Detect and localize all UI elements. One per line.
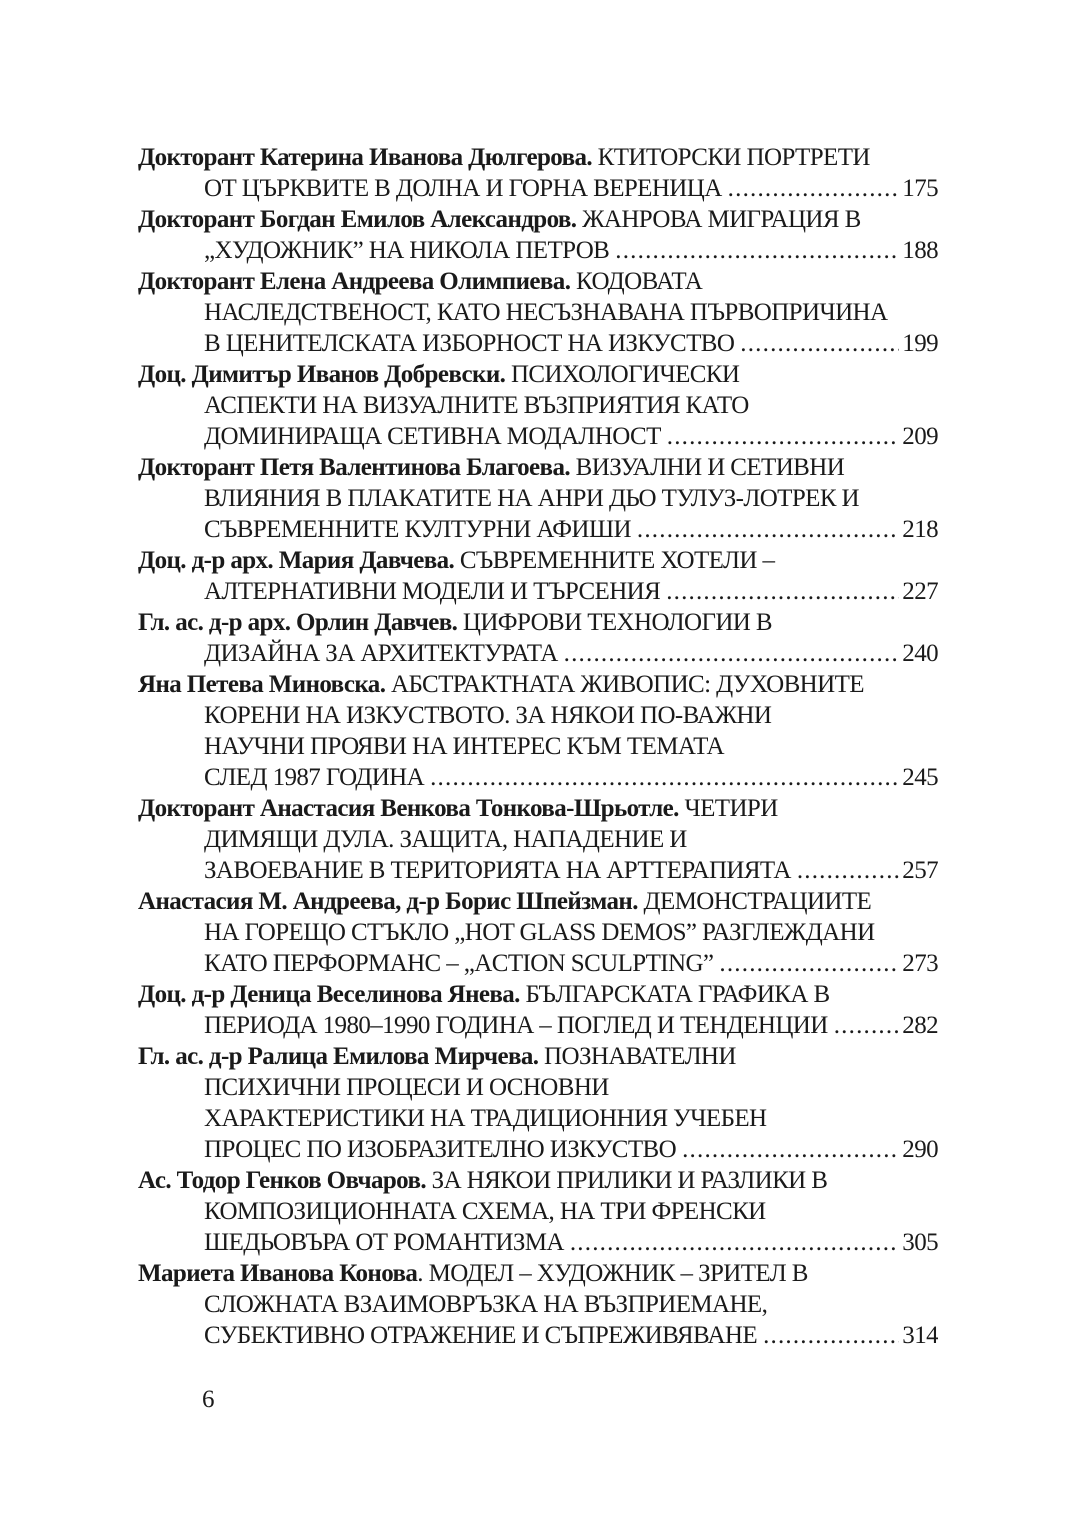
dot-leader [719,948,899,979]
dot-leader [834,1010,900,1041]
toc-title-start: ЖАНРОВА МИГРАЦИЯ В [576,206,861,233]
dot-leader [682,1134,899,1165]
toc-entry [138,142,938,204]
toc-page-number: 175 [902,175,938,202]
toc-entry-last-line [138,235,938,266]
toc-title-end: АЛТЕРНАТИВНИ МОДЕЛИ И ТЪРСЕНИЯ [204,578,661,605]
toc-author: Мариета Иванова Конова [138,1260,418,1287]
toc-entry-first-line [138,452,938,483]
toc-entry-first-line [138,607,938,638]
toc-entry-last-line [138,514,938,545]
toc-title-line: КОРЕНИ НА ИЗКУСТВОТО. ЗА НЯКОИ ПО-ВАЖНИ [204,702,772,729]
toc-author: Анастасия М. Андреева, д-р Борис Шпейзман. [138,888,638,915]
toc-entry [138,607,938,669]
toc-author: Докторант Катерина Иванова Дюлгерова. [138,144,593,171]
toc-entry-first-line [138,1258,938,1289]
toc-title-start: . МОДЕЛ – ХУДОЖНИК – ЗРИТЕЛ В [417,1260,808,1287]
toc-title-start: КОДОВАТА [570,268,703,295]
toc-title-line: ВЛИЯНИЯ В ПЛАКАТИТЕ НА АНРИ ДЬО ТУЛУЗ-ЛОТРЕК И [204,485,860,512]
toc-title-line: ПСИХИЧНИ ПРОЦЕСИ И ОСНОВНИ [204,1074,609,1101]
toc-page-number: 290 [902,1136,938,1163]
toc-entry-first-line [138,359,938,390]
dot-leader [797,855,899,886]
toc-entry [138,669,938,793]
toc-title-start: ЦИФРОВИ ТЕХНОЛОГИИ В [457,609,772,636]
dot-leader [430,762,899,793]
toc-title-line: НАСЛЕДСТВЕНОСТ, КАТО НЕСЪЗНАВАНА ПЪРВОПРИЧИНА [204,299,888,326]
dot-leader [564,638,900,669]
toc-entry-first-line [138,669,938,700]
toc-entry-first-line [138,142,938,173]
toc-entry-last-line [138,762,938,793]
toc-page-number: 257 [902,857,938,884]
toc-entry-last-line [138,576,938,607]
toc-title-end: ШЕДЬОВЪРА ОТ РОМАНТИЗМА [204,1229,564,1256]
toc-title-end: ДИЗАЙНА ЗА АРХИТЕКТУРАТА [204,640,558,667]
toc-title-end: СУБЕКТИВНО ОТРАЖЕНИЕ И СЪПРЕЖИВЯВАНЕ [204,1322,758,1349]
toc-title-end: ПЕРИОДА 1980–1990 ГОДИНА – ПОГЛЕД И ТЕНДЕНЦИИ [204,1012,828,1039]
toc-entry-last-line [138,1320,938,1351]
toc-entry-last-line [138,948,938,979]
toc-page-number: 240 [902,640,938,667]
toc-author: Докторант Анастасия Венкова Тонкова-Шрьотле. [138,795,679,822]
toc-title-start: ЗА НЯКОИ ПРИЛИКИ И РАЗЛИКИ В [426,1167,828,1194]
toc-author: Ас. Тодор Генков Овчаров. [138,1167,426,1194]
dot-leader [763,1320,899,1351]
toc-author: Докторант Елена Андреева Олимпиева. [138,268,571,295]
toc-title-end: ДОМИНИРАЩА СЕТИВНА МОДАЛНОСТ [204,423,661,450]
toc-entry-first-line [138,266,938,297]
toc-title-line: НА ГОРЕЩО СТЪКЛО „HOT GLASS DEMOS” РАЗГЛЕЖДАНИ [204,919,875,946]
toc-title-start: СЪВРЕМЕННИТЕ ХОТЕЛИ – [454,547,775,574]
toc-title-start: КТИТОРСКИ ПОРТРЕТИ [592,144,870,171]
toc-page-number: 188 [902,237,938,264]
toc-title-end: СЛЕД 1987 ГОДИНА [204,764,425,791]
toc-title-line: СЛОЖНАТА ВЗАИМОВРЪЗКА НА ВЪЗПРИЕМАНЕ, [204,1291,768,1318]
toc-title-end: В ЦЕНИТЕЛСКАТА ИЗБОРНОСТ НА ИЗКУСТВО [204,330,735,357]
toc-entry-first-line [138,545,938,576]
toc-page-number: 282 [902,1012,938,1039]
toc-entry-first-line [138,204,938,235]
toc-entry-last-line [138,1134,938,1165]
toc-author: Доц. д-р Деница Веселинова Янева. [138,981,520,1008]
toc-page-number: 227 [902,578,938,605]
toc-entry [138,359,938,452]
toc-entry-last-line [138,173,938,204]
toc-entry-first-line [138,1041,938,1072]
toc-entry-first-line [138,793,938,824]
toc-entry [138,266,938,359]
toc-title-start: ВИЗУАЛНИ И СЕТИВНИ [570,454,845,481]
toc-author: Гл. ас. д-р арх. Орлин Давчев. [138,609,458,636]
toc-entry [138,793,938,886]
toc-author: Докторант Богдан Емилов Александров. [138,206,577,233]
toc-title-end: СЪВРЕМЕННИТЕ КУЛТУРНИ АФИШИ [204,516,631,543]
toc-title-start: ДЕМОНСТРАЦИИТЕ [637,888,872,915]
toc-title-start: АБСТРАКТНАТА ЖИВОПИС: ДУХОВНИТЕ [385,671,864,698]
dot-leader [637,514,899,545]
toc-title-start: ПОЗНАВАТЕЛНИ [538,1043,736,1070]
page-number: 6 [202,1386,215,1413]
toc-title-line: НАУЧНИ ПРОЯВИ НА ИНТЕРЕС КЪМ ТЕМАТА [204,733,725,760]
dot-leader [740,328,899,359]
toc-entry-last-line [138,638,938,669]
dot-leader [667,421,900,452]
toc-entry [138,1165,938,1258]
toc-page-number: 305 [902,1229,938,1256]
dot-leader [666,576,899,607]
toc-entry-first-line [138,1165,938,1196]
toc-entry [138,204,938,266]
toc-page-number: 199 [902,330,938,357]
toc-entry-first-line [138,979,938,1010]
toc-entry-first-line [138,886,938,917]
toc-entry-last-line [138,328,938,359]
toc-entry-last-line [138,1227,938,1258]
toc-entry-last-line [138,421,938,452]
toc-page-number: 218 [902,516,938,543]
toc-entry [138,1258,938,1351]
toc-author: Яна Петева Миновска. [138,671,386,698]
toc-author: Доц. д-р арх. Мария Давчева. [138,547,455,574]
dot-leader [570,1227,899,1258]
toc-title-line: ДИМЯЩИ ДУЛА. ЗАЩИТА, НАПАДЕНИЕ И [204,826,687,853]
toc-title-line: КОМПОЗИЦИОННАТА СХЕМА, НА ТРИ ФРЕНСКИ [204,1198,766,1225]
toc-title-end: КАТО ПЕРФОРМАНС – „ACTION SCULPTING” [204,950,714,977]
toc-title-line: АСПЕКТИ НА ВИЗУАЛНИТЕ ВЪЗПРИЯТИЯ КАТО [204,392,749,419]
toc-entry [138,452,938,545]
toc-page-number: 245 [902,764,938,791]
toc-author: Докторант Петя Валентинова Благоева. [138,454,571,481]
toc-title-end: ОТ ЦЪРКВИТЕ В ДОЛНА И ГОРНА ВЕРЕНИЦА [204,175,722,202]
toc-page-number: 273 [902,950,938,977]
toc-entry-last-line [138,855,938,886]
toc-title-end: ЗАВОЕВАНИЕ В ТЕРИТОРИЯТА НА АРТТЕРАПИЯТА [204,857,791,884]
toc-title-start: ПСИХОЛОГИЧЕСКИ [505,361,740,388]
toc-entry-last-line [138,1010,938,1041]
toc-title-start: ЧЕТИРИ [678,795,778,822]
table-of-contents [138,142,938,1351]
toc-page-number: 314 [902,1322,938,1349]
toc-entry [138,545,938,607]
toc-title-start: БЪЛГАРСКАТА ГРАФИКА В [519,981,830,1008]
toc-title-end: ПРОЦЕС ПО ИЗОБРАЗИТЕЛНО ИЗКУСТВО [204,1136,677,1163]
toc-title-end: „ХУДОЖНИК” НА НИКОЛА ПЕТРОВ [204,237,610,264]
dot-leader [615,235,899,266]
toc-entry [138,1041,938,1165]
toc-entry [138,886,938,979]
dot-leader [728,173,900,204]
toc-author: Гл. ас. д-р Ралица Емилова Мирчева. [138,1043,539,1070]
toc-page-number: 209 [902,423,938,450]
toc-author: Доц. Димитър Иванов Добревски. [138,361,506,388]
toc-entry [138,979,938,1041]
toc-title-line: ХАРАКТЕРИСТИКИ НА ТРАДИЦИОННИЯ УЧЕБЕН [204,1105,767,1132]
